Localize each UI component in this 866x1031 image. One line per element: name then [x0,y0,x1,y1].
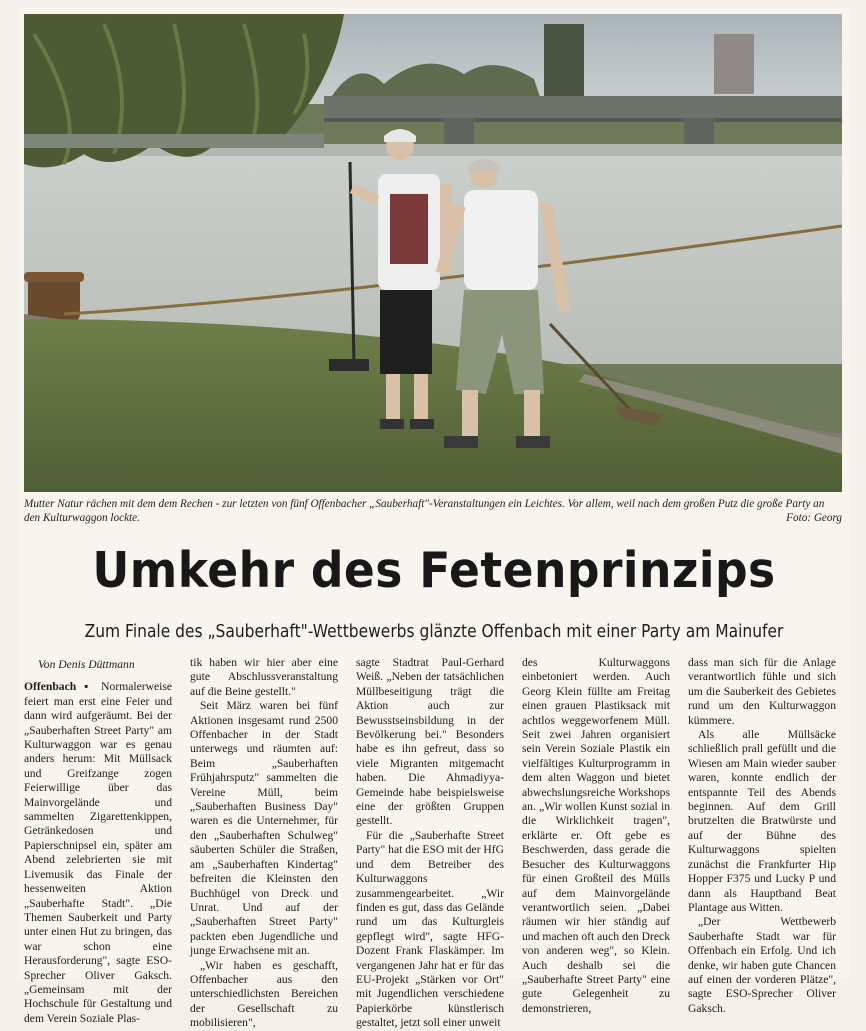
subheadline: Zum Finale des „Sauberhaft"-Wettbewerbs glänzte Offenbach mit einer Party am Mainufer [84,621,784,642]
newspaper-page [18,8,850,1030]
dateline: Offenbach ▪ [24,680,94,694]
caption-text: Mutter Natur rächen mit dem dem Rechen - zur letzten von fünf Offenbacher „Sauberhaft"-Veranstaltungen ein Leichtes. Vor allem, weil nach dem großen Putz die große Party an den Kulturwaggon lockte. [24,498,825,524]
paragraph: Seit März waren bei fünf Aktionen insgesamt rund 2500 Offenbacher in der Stadt unterwegs und räumten auf: Beim „Sauberhaften Frühjahrsputz" sammelten die Vereine Müll, beim „Sauberhaften Business Day" waren es die Unternehmer, für den „Sauberhaften Schulweg" säuberten Schüler die Straßen, am „Sauberhaften Kindertag" befreiten die Kleinsten den Buchhügel von Dreck und Unrat. Und auf der „Sauberhaften Street Party" packten eben Jugendliche und junge Erwachsene mit an. [190,699,338,958]
paragraph [24,680,172,1026]
paragraph: „Der Wettbewerb Sauberhafte Stadt war für Offenbach ein Erfolg. Und ich denke, wir haben gute Chancen auf einen der vorderen Plätze", sagte ESO-Sprecher Oliver Gaksch. [688,915,836,1015]
paragraph: tik haben wir hier aber eine gute Abschlussveranstaltung auf die Beine gestellt." [190,656,338,698]
paragraph: sagte Stadtrat Paul-Gerhard Weiß. „Neben der tatsächlichen Müllbeseitigung trägt die Aktion auch zur Bewusstseinsbildung in der Bevölkerung bei." Besonders habe es ihn gefreut, dass so viele Migranten mitgemacht haben. Die Ahmadiyya-Gemeinde habe beispielsweise eine der größten Gruppen gestellt. [356,656,504,828]
article-column-3 [356,656,504,1031]
paragraph: Für die „Sauberhafte Street Party" hat die ESO mit der HfG und dem Betreiber des Kulturwaggons zusammengearbeitet. „Wir finden es gut, dass das Gelände rund um das Kulturgleis gepflegt wird", sagte HFG-Dozent Frank Flaskämper. Im vergangenen Jahr hat er für das EU-Projekt „Stärken vor Ort" mit Jugendlichen verschiedene Papierkörbe künstlerisch gestaltet, jetzt soll einer unweit [356,828,504,1030]
paragraph: Als alle Müllsäcke schließlich prall gefüllt und die Wiesen am Main wieder sauber waren, konnte endlich der entspannte Teil des Abends beginnen. Auf dem Grill brutzelten die Bratwürste und auf der Bühne des Kulturwaggons spielten zunächst die Frankfurter Hip Hopper F375 und Lucky P und dann als Hauptband Beat Plantage aus Witten. [688,728,836,914]
article-photo [24,14,842,492]
paragraph: dass man sich für die Anlage verantwortlich fühle und sich um die Sauberkeit des Gebietes rund um den Kulturwaggon kümmere. [688,656,836,727]
headline: Umkehr des Fetenprinzips [92,542,776,599]
article-column-4 [522,656,670,1016]
article-column-1 [24,656,172,1026]
paragraph: „Wir haben es geschafft, Offenbacher aus den unterschiedlichsten Bereichen der Gesellschaft zu mobilisieren", [190,958,338,1030]
photo-caption [24,497,842,525]
paragraph-text: Normalerweise feiert man erst eine Feier und dann wird aufgeräumt. Bei der „Sauberhaften Street Party" am Kulturwaggon war es genau anders herum: Mit Müllsack und Greifzange zogen Feierwillige über das Mainvorgelände und sammelten Zigarettenkippen, Getränkedosen und Papierschnipsel ein, später am Abend zelebrierten sie mit Livemusik das Finale der hessenweiten Aktion „Sauberhafte Stadt". „Die Themen Sauberkeit und Party unter einen Hut zu bringen, das war schon eine Herausforderung", sagte ESO-Sprecher Oliver Gaksch. „Gemeinsam mit der Hochschule für Gestaltung und dem Verein Soziale Plas- [24,680,172,1025]
photo-credit: Foto: Georg [786,512,842,524]
paragraph: des Kulturwaggons einbetoniert werden. Auch Georg Klein füllte am Freitag einen grauen Plastiksack mit achtlos weggeworfenem Müll. Seit zwei Jahren organisiert sein Verein Soziale Plastik ein vielfältiges Kulturprogramm in dem alten Waggon und bietet abwechslungsreiche Workshops an. „Wir wollen Kunst sozial in die Wirklichkeit tragen", erklärte er. Oft gebe es Beschwerden, dass gerade die Besucher des Kulturwaggons für einen Großteil des Mülls auf dem Mainvorgelände verantwortlich seien. „Dabei räumen wir hier ständig auf und machen oft auch den Dreck von anderen weg", so Klein. Auch deshalb sei die „Sauberhafte Street Party" eine gute Gelegenheit zu demonstrieren, [522,656,670,1015]
article-column-2 [190,656,338,1031]
byline: Von Denis Düttmann [38,658,135,671]
article-column-5 [688,656,836,1016]
photo-two-men-raking-riverbank-icon [24,14,842,492]
